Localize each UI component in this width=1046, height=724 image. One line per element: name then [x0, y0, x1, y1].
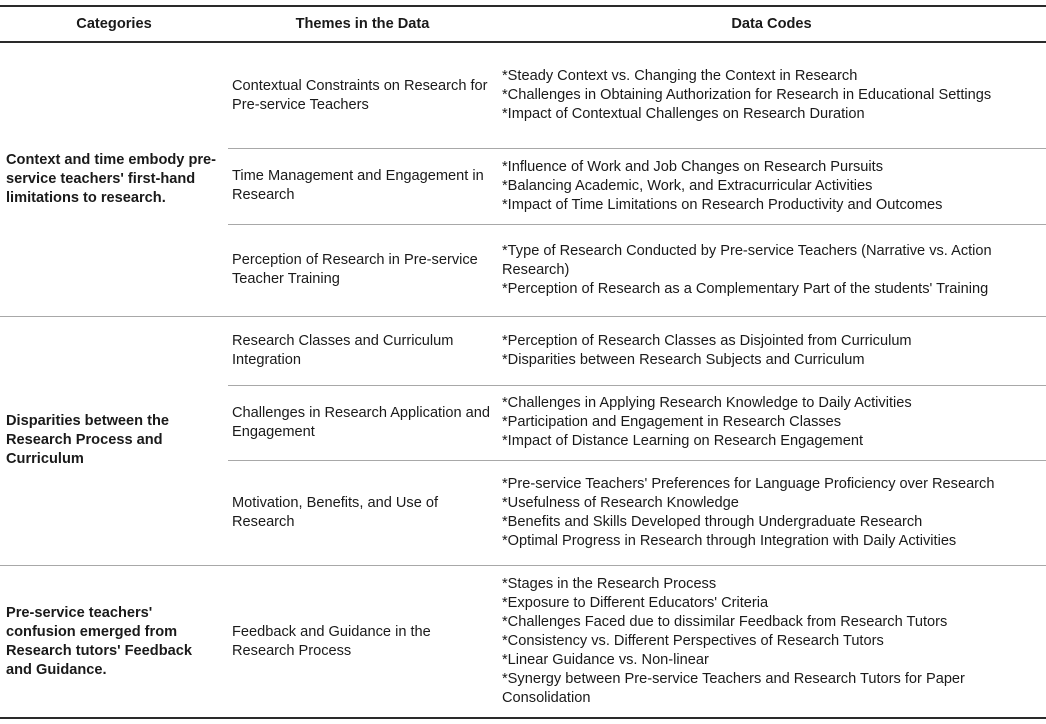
theme-cell [232, 148, 496, 224]
data-codes-cell [502, 148, 1046, 224]
data-code-item: *Impact of Time Limitations on Research Productivity and Outcomes [502, 196, 943, 213]
category-cell [6, 43, 221, 316]
data-codes-list [502, 158, 942, 215]
category-text: Context and time embody pre-service teachers' first-hand limitations to research. [6, 152, 217, 206]
data-codes-list [502, 332, 912, 370]
theme-cell [232, 316, 496, 385]
data-codes-cell [502, 460, 1046, 565]
data-code-item: *Impact of Distance Learning on Research Engagement [502, 433, 864, 449]
data-code-item: *Exposure to Different Educators' Criteria [502, 595, 769, 611]
theme-cell [232, 385, 496, 460]
data-codes-list [502, 242, 1046, 299]
data-codes-cell [502, 316, 1046, 385]
category-text: Disparities between the Research Process and Curriculum [6, 413, 170, 467]
theme-cell [232, 43, 496, 148]
data-codes-cell [502, 224, 1046, 316]
data-code-item: *Challenges Faced due to dissimilar Feedback from Research Tutors [502, 614, 948, 630]
category-cell [6, 316, 221, 565]
data-code-item: *Influence of Work and Job Changes on Research Pursuits [502, 158, 884, 175]
data-code-item: *Linear Guidance vs. Non-linear [502, 652, 709, 668]
data-codes-list [502, 575, 1046, 708]
theme-cell [232, 224, 496, 316]
category-cell [6, 565, 221, 718]
category-text: Pre-service teachers' confusion emerged from Research tutors' Feedback and Guidance. [6, 604, 192, 678]
data-code-item: *Synergy between Pre-service Teachers and Research Tutors for Paper Consolidation [502, 671, 965, 706]
data-code-item: *Participation and Engagement in Research Classes [502, 414, 842, 430]
data-code-item: *Pre-service Teachers' Preferences for Language Proficiency over Research [502, 475, 995, 492]
data-code-item: *Balancing Academic, Work, and Extracurricular Activities [502, 177, 873, 194]
data-code-item: *Optimal Progress in Research through Integration with Daily Activities [502, 532, 957, 549]
theme-text: Contextual Constraints on Research for Pre-service Teachers [232, 77, 488, 113]
data-code-item: *Consistency vs. Different Perspectives of Research Tutors [502, 633, 884, 649]
data-code-item: *Stages in the Research Process [502, 576, 717, 592]
theme-cell [232, 460, 496, 565]
header-data-codes: Data Codes [731, 15, 812, 32]
data-codes-list [502, 67, 991, 124]
theme-text: Time Management and Engagement in Research [232, 168, 484, 203]
data-code-item: *Disparities between Research Subjects and Curriculum [502, 351, 865, 368]
data-codes-cell [502, 565, 1046, 718]
data-codes-cell [502, 385, 1046, 460]
data-code-item: *Benefits and Skills Developed through Undergraduate Research [502, 513, 923, 530]
data-codes-list [502, 475, 994, 551]
theme-text: Research Classes and Curriculum Integration [232, 332, 454, 368]
data-code-item: *Usefulness of Research Knowledge [502, 494, 739, 511]
data-codes-list [502, 394, 912, 451]
data-code-item: *Impact of Contextual Challenges on Research Duration [502, 106, 865, 122]
theme-text: Perception of Research in Pre-service Teacher Training [232, 252, 478, 287]
data-code-item: *Perception of Research as a Complementary Part of the students' Training [502, 280, 989, 297]
theme-text: Motivation, Benefits, and Use of Research [232, 494, 439, 530]
data-codes-cell [502, 43, 1046, 148]
data-code-item: *Challenges in Obtaining Authorization for Research in Educational Settings [502, 87, 992, 103]
header-categories: Categories [76, 15, 152, 32]
theme-text: Challenges in Research Application and Engagement [232, 404, 490, 440]
header-themes: Themes in the Data [295, 15, 430, 32]
data-code-item: *Type of Research Conducted by Pre-service Teachers (Narrative vs. Action Research) [502, 242, 992, 278]
data-code-item: *Perception of Research Classes as Disjointed from Curriculum [502, 332, 912, 349]
theme-cell [232, 565, 496, 718]
data-code-item: *Steady Context vs. Changing the Context in Research [502, 68, 858, 84]
data-code-item: *Challenges in Applying Research Knowledge to Daily Activities [502, 395, 912, 411]
theme-text: Feedback and Guidance in the Research Process [232, 623, 431, 659]
